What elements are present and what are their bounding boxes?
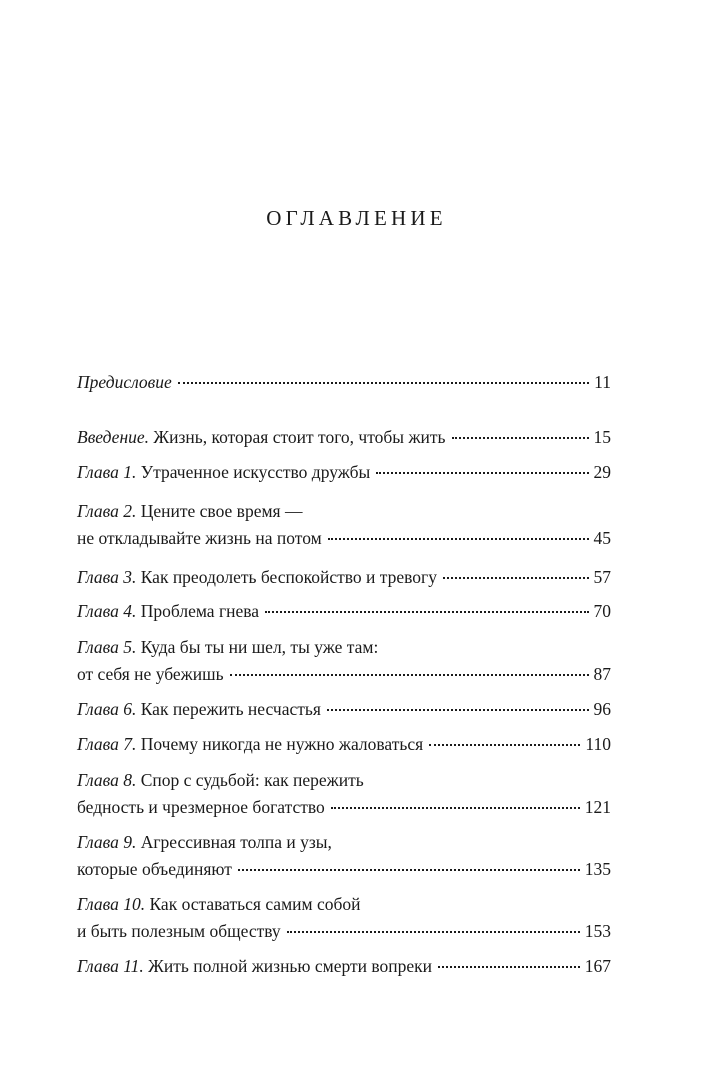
- page-number: 29: [593, 462, 611, 482]
- entry-prefix: Глава 9.: [77, 832, 137, 852]
- dot-leader: [265, 611, 588, 613]
- dot-leader: [230, 674, 589, 676]
- dot-leader: [452, 437, 589, 439]
- dot-leader: [331, 807, 580, 809]
- toc-entry[interactable]: [77, 767, 611, 821]
- entry-prefix: Глава 1.: [77, 462, 137, 482]
- toc-entry[interactable]: [77, 696, 611, 723]
- toc-entry[interactable]: [77, 459, 611, 486]
- entry-prefix: Глава 11.: [77, 956, 144, 976]
- entry-prefix: Глава 10.: [77, 894, 146, 914]
- entry-title: бедность и чрезмерное богатство: [77, 797, 325, 817]
- entry-prefix: Глава 4.: [77, 601, 137, 621]
- toc-entry[interactable]: [77, 891, 611, 945]
- toc-entry[interactable]: [77, 369, 611, 396]
- page-number: 15: [593, 427, 611, 447]
- page-number: 153: [584, 921, 611, 941]
- dot-leader: [438, 966, 580, 968]
- page-number: 57: [593, 567, 611, 587]
- toc-entry[interactable]: [77, 634, 611, 688]
- entry-prefix: Глава 7.: [77, 734, 137, 754]
- dot-leader: [443, 577, 589, 579]
- toc-entry[interactable]: [77, 598, 611, 625]
- dot-leader: [328, 538, 589, 540]
- entry-prefix: Глава 8.: [77, 770, 137, 790]
- dot-leader: [429, 744, 580, 746]
- toc-entry[interactable]: [77, 731, 611, 758]
- entry-title-line: Цените свое время —: [140, 501, 303, 521]
- entry-title-line: Агрессивная толпа и узы,: [140, 832, 332, 852]
- toc-entry[interactable]: [77, 829, 611, 883]
- toc-entry[interactable]: [77, 424, 611, 451]
- entry-title-line: Как оставаться самим собой: [149, 894, 361, 914]
- page-number: 110: [585, 734, 611, 754]
- entry-title-line: Куда бы ты ни шел, ты уже там:: [140, 637, 379, 657]
- page-number: 45: [593, 528, 611, 548]
- entry-title: Жить полной жизнью смерти вопреки: [148, 956, 433, 976]
- entry-title: Жизнь, которая стоит того, чтобы жить: [153, 427, 446, 447]
- entry-title: которые объединяют: [77, 859, 232, 879]
- page-number: 11: [594, 372, 611, 392]
- dot-leader: [238, 869, 580, 871]
- page-number: 87: [593, 664, 611, 684]
- page-number: 135: [584, 859, 611, 879]
- page-number: 167: [584, 956, 611, 976]
- dot-leader: [178, 382, 589, 384]
- entry-title-line: Спор с судьбой: как пережить: [140, 770, 364, 790]
- dot-leader: [327, 709, 589, 711]
- page-number: 121: [584, 797, 611, 817]
- dot-leader: [376, 472, 588, 474]
- entry-prefix: Глава 5.: [77, 637, 137, 657]
- entry-prefix: Предисловие: [77, 372, 172, 392]
- entry-title: не откладывайте жизнь на потом: [77, 528, 322, 548]
- toc-entry[interactable]: [77, 498, 611, 552]
- entry-prefix: Введение.: [77, 427, 150, 447]
- entry-title: от себя не убежишь: [77, 664, 224, 684]
- entry-title: Проблема гнева: [140, 601, 260, 621]
- page-number: 96: [593, 699, 611, 719]
- page-number: 70: [593, 601, 611, 621]
- entry-prefix: Глава 6.: [77, 699, 137, 719]
- dot-leader: [287, 931, 580, 933]
- entry-title: Как пережить несчастья: [140, 699, 321, 719]
- entry-title: и быть полезным обществу: [77, 921, 281, 941]
- entry-title: Как преодолеть беспокойство и тревогу: [140, 567, 437, 587]
- entry-prefix: Глава 3.: [77, 567, 137, 587]
- page-title: ОГЛАВЛЕНИЕ: [266, 206, 447, 230]
- toc-entry[interactable]: [77, 564, 611, 591]
- entry-prefix: Глава 2.: [77, 501, 137, 521]
- entry-title: Почему никогда не нужно жаловаться: [140, 734, 424, 754]
- entry-title: Утраченное искусство дружбы: [140, 462, 371, 482]
- toc-entry[interactable]: [77, 953, 611, 980]
